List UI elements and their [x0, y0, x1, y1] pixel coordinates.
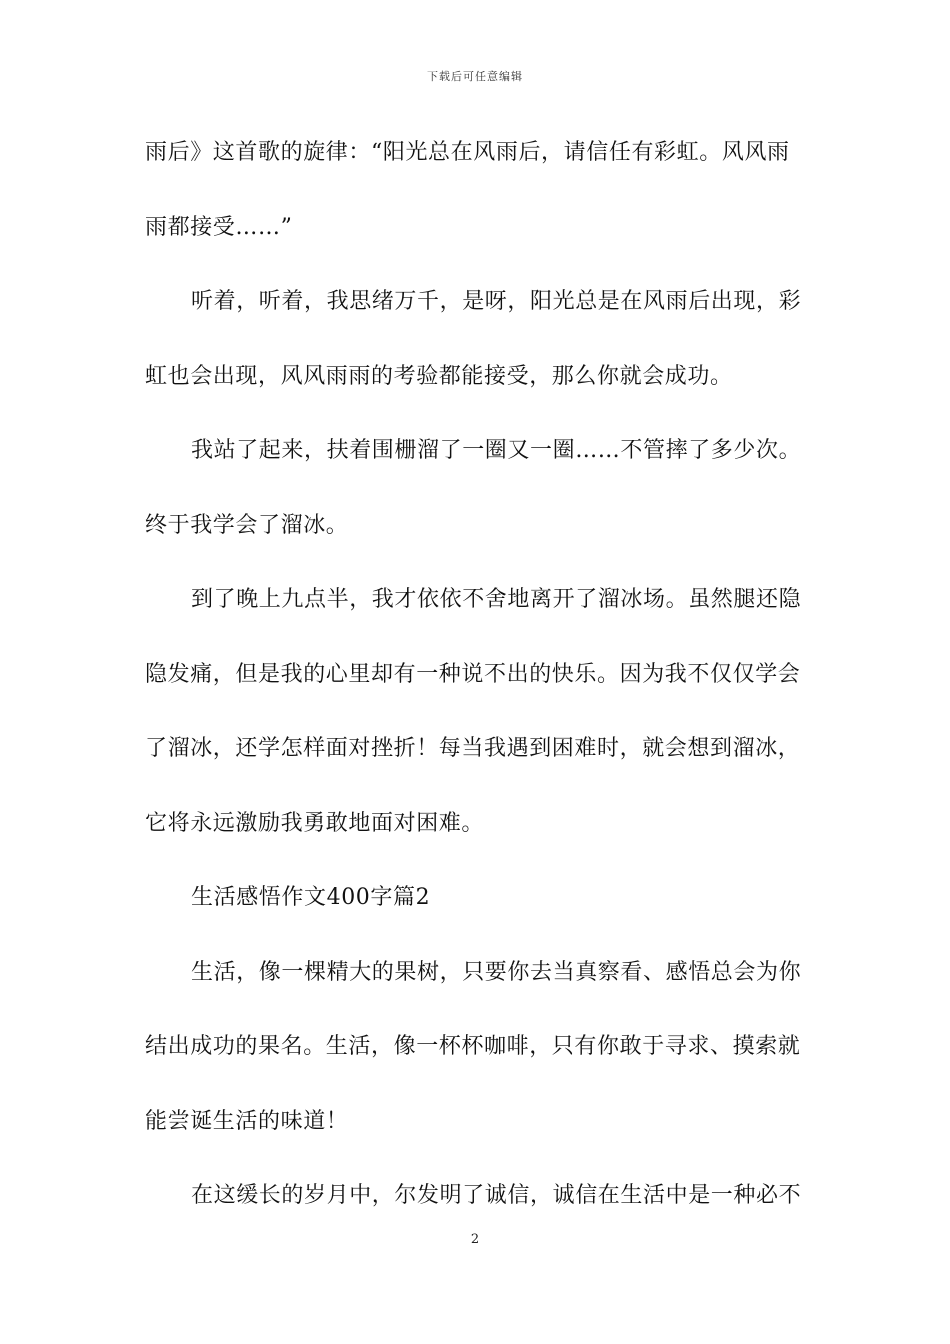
text-line: 雨都接受……”	[145, 214, 293, 240]
text-line: 结出成功的果名。生活，像一杯杯咖啡，只有你敢于寻求、摸索就	[145, 1034, 801, 1059]
paragraph-start: 我站了起来，扶着围栅溜了一圈又一圈……不管摔了多少次。	[191, 438, 802, 463]
paragraph-start: 到了晚上九点半，我才依依不舍地离开了溜冰场。虽然腿还隐	[191, 587, 802, 612]
page-number: 2	[470, 1232, 480, 1247]
paragraph-start: 听着，听着，我思绪万千，是呀，阳光总是在风雨后出现，彩	[191, 289, 802, 314]
text-line: 隐发痛，但是我的心里却有一种说不出的快乐。因为我不仅仅学会	[145, 661, 801, 687]
text-line: 它将永远激励我勇敢地面对困难。	[145, 810, 485, 836]
paragraph-start: 在这缓长的岁月中，尔发明了诚信，诚信在生活中是一种必不	[191, 1183, 802, 1208]
section-heading: 生活感悟作文400字篇2	[191, 885, 431, 910]
paragraph-start: 生活，像一棵精大的果树，只要你去当真察看、感悟总会为你	[191, 959, 802, 985]
page-header: 下载后可任意编辑	[427, 70, 523, 83]
text-line: 雨后》这首歌的旋律：“阳光总在风雨后，请信任有彩虹。风风雨	[145, 140, 790, 165]
text-line: 能尝诞生活的味道！	[145, 1108, 349, 1134]
text-line: 了溜冰，还学怎样面对挫折！每当我遇到困难时，就会想到溜冰，	[145, 736, 801, 761]
body-text	[145, 128, 810, 1246]
text-line: 虹也会出现，风风雨雨的考验都能接受，那么你就会成功。	[145, 363, 733, 389]
text-line: 终于我学会了溜冰。	[145, 512, 349, 538]
